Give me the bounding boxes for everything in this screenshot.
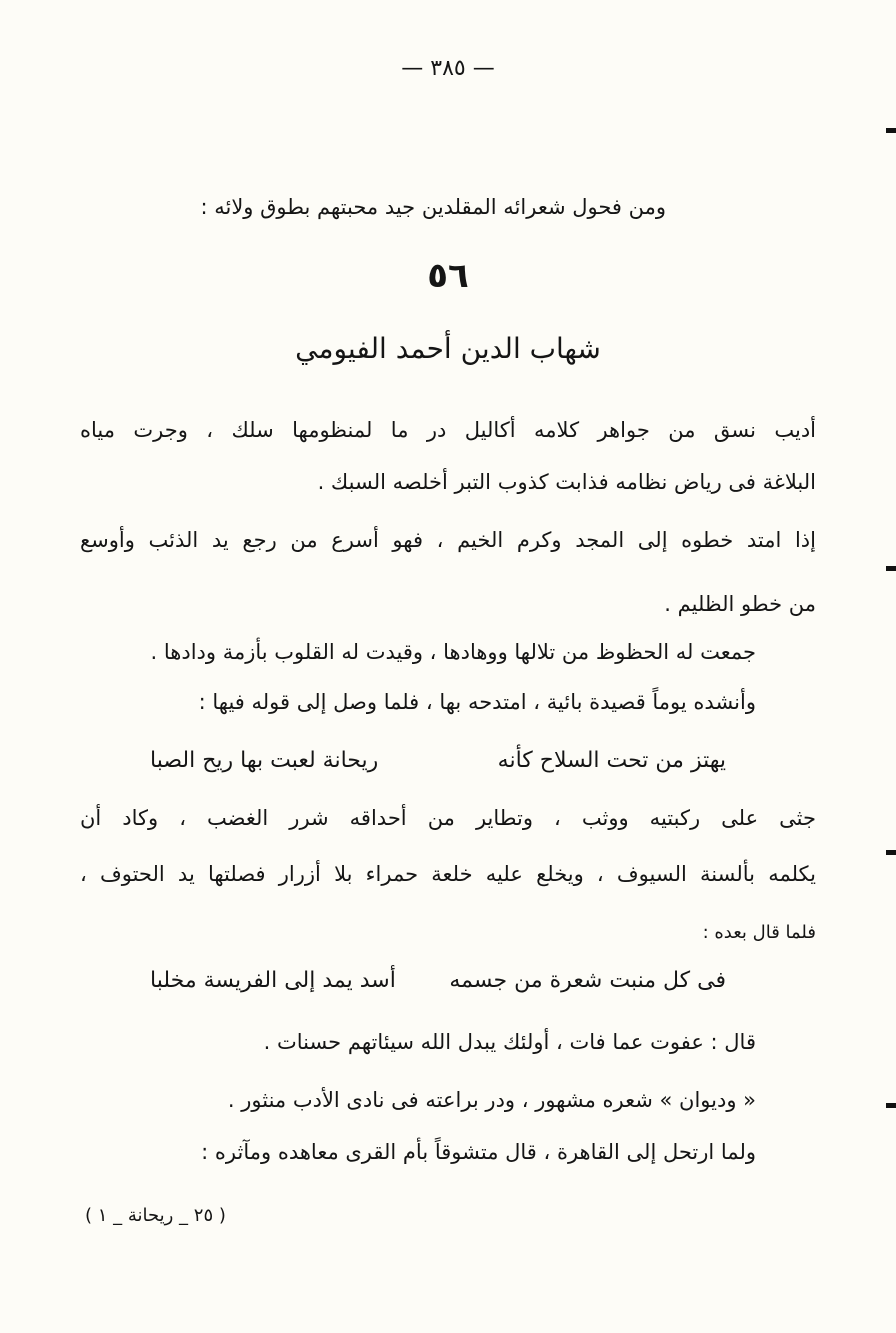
margin-mark xyxy=(886,128,896,133)
text-line: إذا امتد خطوه إلى المجد وكرم الخيم ، فهو أسرع من رجع يد الذئب وأوسع xyxy=(80,528,816,552)
footer-signature: ( ٢٥ _ ريحانة _ ١ ) xyxy=(85,1205,226,1226)
margin-mark xyxy=(886,850,896,855)
verse-2-first-hemistich: فى كل منبت شعرة من جسمه xyxy=(449,968,726,993)
verse-2 xyxy=(0,968,896,1002)
text-line: جثى على ركبتيه ووثب ، وتطاير من أحداقه شرر الغضب ، وكاد أن xyxy=(80,806,816,830)
text-line: جمعت له الحظوظ من تلالها ووهادها ، وقيدت له القلوب بأزمة ودادها . xyxy=(150,640,756,664)
entry-title: شهاب الدين أحمد الفيومي xyxy=(295,332,601,365)
text-line: فلما قال بعده : xyxy=(702,922,816,943)
text-line: أديب نسق من جواهر كلامه أكاليل در ما لمنظومها سلك ، وجرت مياه xyxy=(80,418,816,442)
verse-1-first-hemistich: يهتز من تحت السلاح كأنه xyxy=(497,748,726,773)
verse-1-second-hemistich: ريحانة لعبت بها ريح الصبا xyxy=(150,748,379,773)
text-line: قال : عفوت عما فات ، أولئك يبدل الله سيئاتهم حسنات . xyxy=(263,1030,756,1054)
text-line: يكلمه بألسنة السيوف ، ويخلع عليه خلعة حمراء بلا أزرار فصلتها يد الحتوف ، xyxy=(80,862,816,886)
verse-2-second-hemistich: أسد يمد إلى الفريسة مخلبا xyxy=(150,968,396,993)
text-line: « وديوان » شعره مشهور ، ودر براعته فى نادى الأدب منثور . xyxy=(227,1088,756,1112)
page-number: — ٣٨٥ — xyxy=(401,56,495,81)
intro-line: ومن فحول شعرائه المقلدين جيد محبتهم بطوق ولائه : xyxy=(200,195,666,219)
entry-number: ٥٦ xyxy=(427,256,469,296)
verse-1 xyxy=(0,748,896,782)
margin-mark xyxy=(886,1103,896,1108)
text-line: من خطو الظليم . xyxy=(664,592,816,616)
margin-mark xyxy=(886,566,896,571)
text-line: البلاغة فى رياض نظامه فذابت كذوب التبر أخلصه السبك . xyxy=(317,470,816,494)
text-line: ولما ارتحل إلى القاهرة ، قال متشوقاً بأم القرى معاهده ومآثره : xyxy=(201,1140,756,1164)
text-line: وأنشده يوماً قصيدة بائية ، امتدحه بها ، فلما وصل إلى قوله فيها : xyxy=(198,690,756,714)
